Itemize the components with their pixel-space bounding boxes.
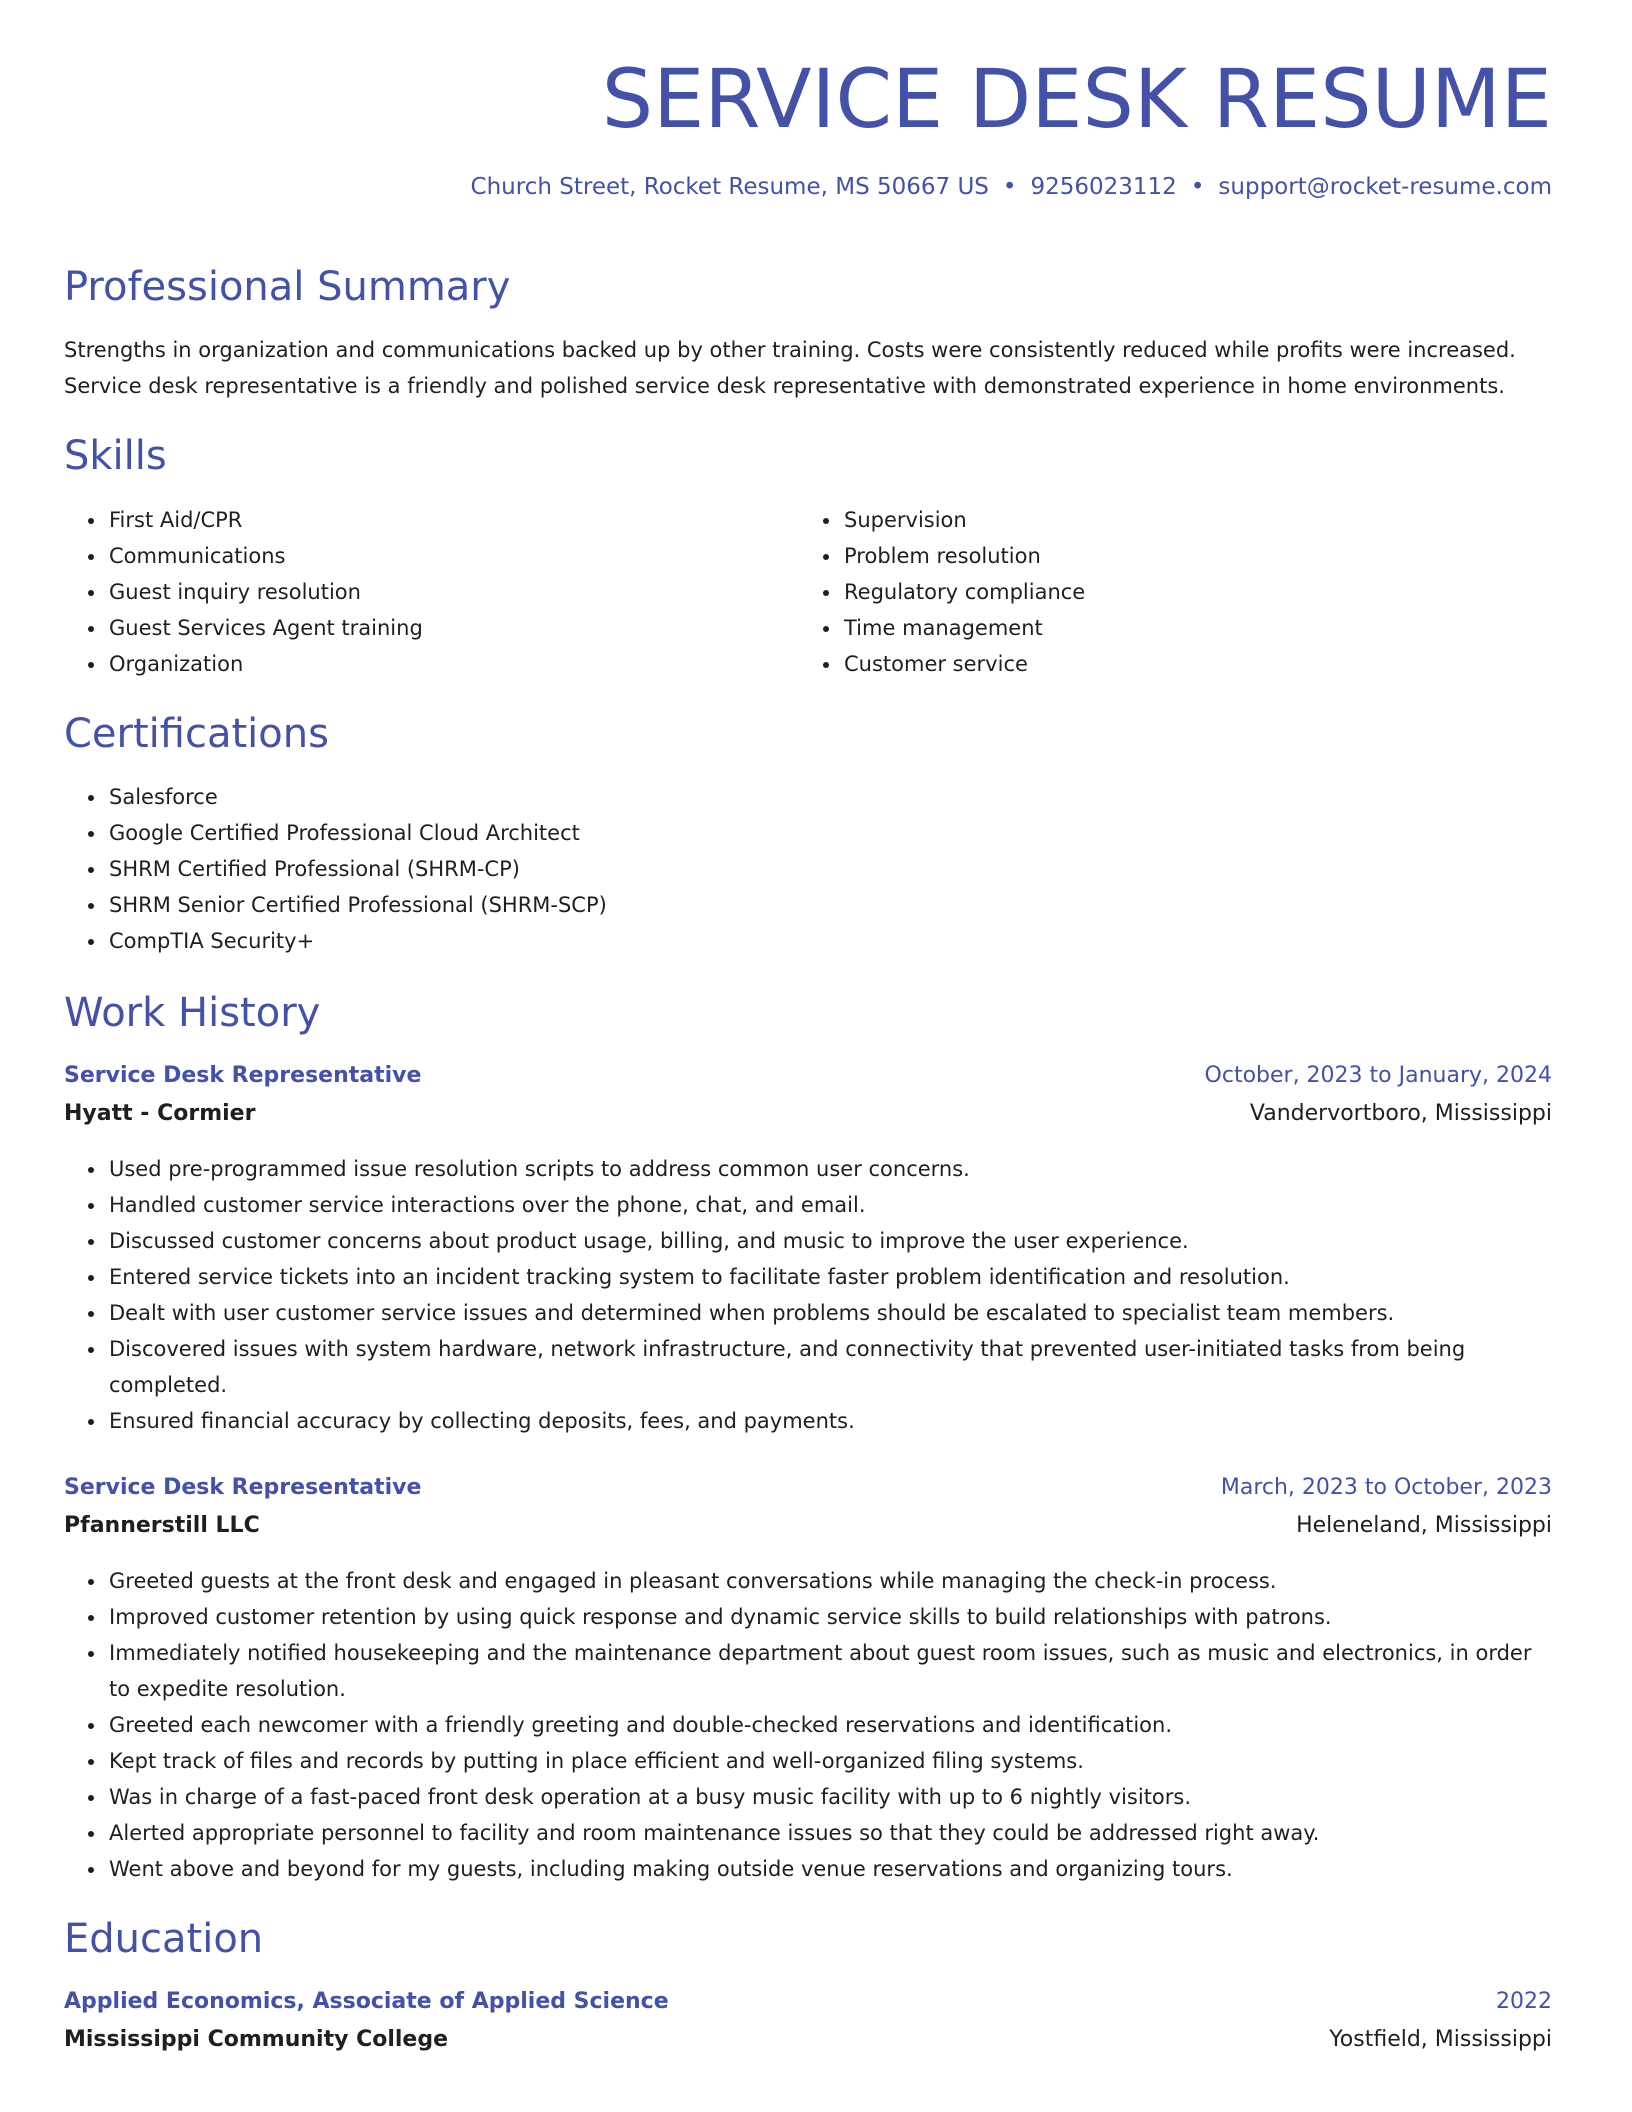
skill-item: • Guest inquiry resolution	[107, 574, 797, 610]
job-bullet: • Alerted appropriate personnel to facility and room maintenance issues so that they could be addressed right away.	[107, 1815, 1552, 1851]
job-location: Heleneland, Mississippi	[1296, 1513, 1552, 1538]
education-school-row	[64, 2023, 1552, 2057]
separator: •	[1002, 174, 1017, 200]
education-heading: Education	[64, 1916, 264, 1962]
job-bullet: • Went above and beyond for my guests, including making outside venue reservations and organizing tours.	[107, 1851, 1552, 1887]
job-bullet: • Discovered issues with system hardware, network infrastructure, and connectivity that prevented user-initiated tasks from being completed.	[107, 1331, 1552, 1403]
certification-item: • Google Certified Professional Cloud Architect	[107, 815, 1552, 851]
job-bullet: • Dealt with user customer service issues and determined when problems should be escalated to specialist team members.	[107, 1295, 1552, 1331]
email-link[interactable]: support@rocket-resume.com	[1218, 174, 1552, 200]
job-header-row	[64, 1471, 1552, 1505]
job-bullets	[64, 1151, 1552, 1439]
job-location: Vandervortboro, Mississippi	[1249, 1101, 1552, 1126]
job-title: Service Desk Representative	[64, 1475, 422, 1500]
separator: •	[1190, 174, 1205, 200]
skill-item: • Supervision	[842, 502, 1542, 538]
skill-item: • Problem resolution	[842, 538, 1542, 574]
certification-item: • Salesforce	[107, 779, 1552, 815]
job-bullet: • Handled customer service interactions over the phone, chat, and email.	[107, 1187, 1552, 1223]
job-bullet: • Kept track of files and records by putting in place efficient and well-organized filing systems.	[107, 1743, 1552, 1779]
skill-item: • Guest Services Agent training	[107, 610, 797, 646]
work-history-heading: Work History	[64, 990, 321, 1036]
address: Church Street, Rocket Resume, MS 50667 US	[470, 174, 989, 200]
job-company: Hyatt - Cormier	[64, 1101, 256, 1126]
job-dates: October, 2023 to January, 2024	[1204, 1063, 1552, 1088]
job-bullet: • Was in charge of a fast-paced front desk operation at a busy music facility with up to 6 nightly visitors.	[107, 1779, 1552, 1815]
education-degree: Applied Economics, Associate of Applied Science	[64, 1989, 669, 2014]
skill-item: • Organization	[107, 646, 797, 682]
skills-list-left	[64, 502, 797, 682]
job-bullet: • Greeted guests at the front desk and engaged in pleasant conversations while managing the check-in process.	[107, 1563, 1552, 1599]
skill-item: • Time management	[842, 610, 1542, 646]
resume-header	[64, 50, 1552, 202]
resume-title: SERVICE DESK RESUME	[601, 53, 1552, 147]
skills-list-right	[799, 502, 1542, 682]
contact-line	[64, 172, 1552, 202]
phone: 9256023112	[1030, 174, 1177, 200]
education-header-row	[64, 1985, 1552, 2019]
education-location: Yostfield, Mississippi	[1329, 2027, 1552, 2052]
skill-item: • First Aid/CPR	[107, 502, 797, 538]
job-bullet: • Ensured financial accuracy by collecting deposits, fees, and payments.	[107, 1403, 1552, 1439]
summary-text: Strengths in organization and communications backed up by other training. Costs were consistently reduced while profits were increased. Service desk representative is a friendly and polished service desk representative with demonstrated experience in home environments.	[64, 338, 1516, 398]
job-bullet: • Greeted each newcomer with a friendly greeting and double-checked reservations and identification.	[107, 1707, 1552, 1743]
certification-item: • SHRM Senior Certified Professional (SHRM-SCP)	[107, 887, 1552, 923]
education-school: Mississippi Community College	[64, 2027, 449, 2052]
job-dates: March, 2023 to October, 2023	[1220, 1475, 1552, 1500]
job-bullet: • Entered service tickets into an incident tracking system to facilitate faster problem identification and resolution.	[107, 1259, 1552, 1295]
job-company: Pfannerstill LLC	[64, 1513, 260, 1538]
job-bullets	[64, 1563, 1552, 1887]
certification-item: • SHRM Certified Professional (SHRM-CP)	[107, 851, 1552, 887]
job-company-row	[64, 1509, 1552, 1543]
job-bullet: • Improved customer retention by using quick response and dynamic service skills to build relationships with patrons.	[107, 1599, 1552, 1635]
certifications-heading: Certifications	[64, 711, 329, 757]
job-header-row	[64, 1059, 1552, 1093]
job-bullet: • Discussed customer concerns about product usage, billing, and music to improve the user experience.	[107, 1223, 1552, 1259]
skill-item: • Communications	[107, 538, 797, 574]
education-year: 2022	[1496, 1989, 1552, 2014]
job-bullet: • Immediately notified housekeeping and the maintenance department about guest room issues, such as music and electronics, in order to expedite resolution.	[107, 1635, 1552, 1707]
skills-heading: Skills	[64, 433, 167, 479]
summary-heading: Professional Summary	[64, 264, 511, 310]
job-title: Service Desk Representative	[64, 1063, 422, 1088]
skill-item: • Customer service	[842, 646, 1542, 682]
job-company-row	[64, 1097, 1552, 1131]
certification-item: • CompTIA Security+	[107, 923, 1552, 959]
skill-item: • Regulatory compliance	[842, 574, 1542, 610]
job-bullet: • Used pre-programmed issue resolution scripts to address common user concerns.	[107, 1151, 1552, 1187]
certifications-list	[64, 779, 1552, 959]
